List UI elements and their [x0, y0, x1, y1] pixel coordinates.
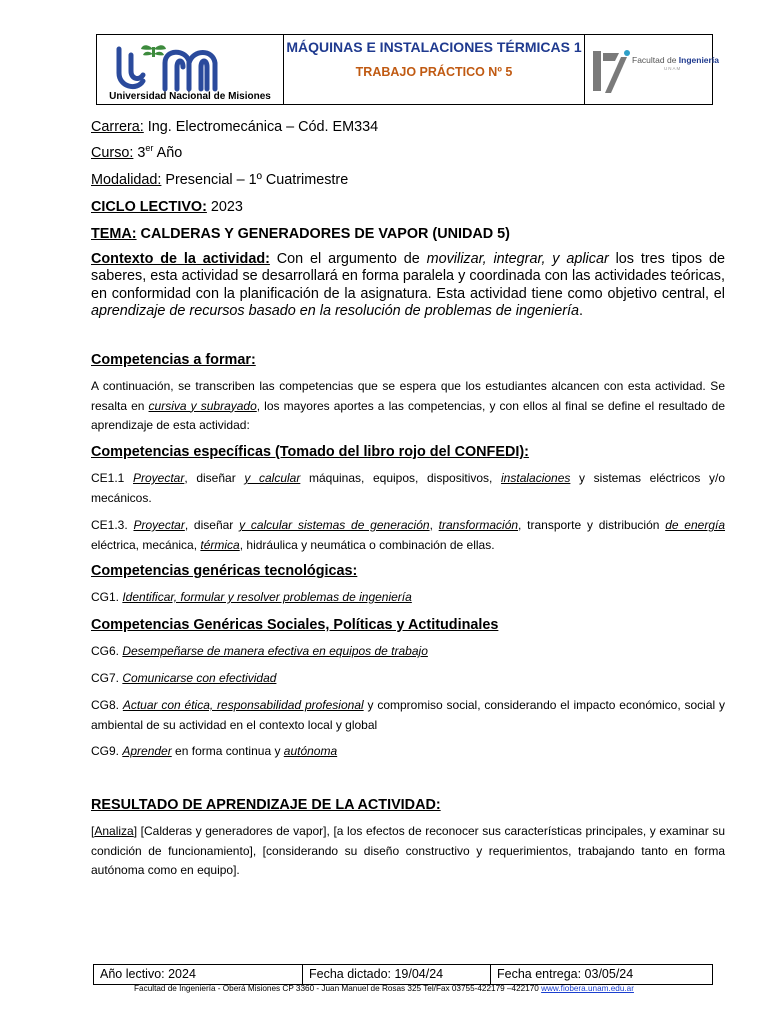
curso-line	[91, 145, 725, 162]
cg7-code: CG7.	[91, 671, 123, 685]
intro-text: , los mayores aportes a las competencias, y con ellos al final se define el resultado de aprendizaje de esta actividad:	[91, 398, 725, 432]
footer-anio: Año lectivo: 2024	[94, 965, 303, 984]
contexto-paragraph	[91, 251, 725, 321]
ce11-item	[91, 469, 725, 508]
cg7-highlight: Comunicarse con efectividad	[122, 671, 277, 685]
genericas-tec-heading: Competencias genéricas tecnológicas:	[91, 563, 358, 579]
modalidad-label: Modalidad:	[91, 172, 162, 188]
faculty-logo-label: Facultad de Ingeniería	[632, 55, 719, 65]
resultado-text	[91, 822, 725, 881]
tema-label: TEMA:	[91, 226, 137, 242]
cg9-code: CG9.	[91, 744, 123, 758]
contexto-italic: movilizar, integrar, y aplicar	[426, 251, 609, 267]
ce13-text: eléctrica, mecánica,	[91, 537, 201, 552]
carrera-label: Carrera:	[91, 119, 144, 135]
modalidad-line	[91, 172, 725, 189]
carrera-value: Ing. Electromecánica – Cód. EM334	[143, 119, 379, 135]
competencias-intro	[91, 377, 725, 436]
cg9-item	[91, 742, 725, 762]
ce11-highlight: y calcular	[244, 471, 301, 485]
ce13-highlight: transformación	[438, 518, 519, 532]
contexto-label: Contexto de la actividad:	[91, 251, 270, 267]
tema-value: CALDERAS Y GENERADORES DE VAPOR (UNIDAD 5)	[136, 226, 510, 242]
ce11-text: , diseñar	[184, 471, 245, 485]
curso-label: Curso:	[91, 145, 134, 161]
cg1-code: CG1.	[91, 590, 123, 604]
cg1-item	[91, 588, 725, 608]
cg9-highlight: autónoma	[283, 744, 338, 758]
resultado-heading: RESULTADO DE APRENDIZAJE DE LA ACTIVIDAD:	[91, 797, 441, 813]
faculty-logo-text	[632, 55, 719, 65]
cg1-highlight: Identificar, formular y resolver problemas de ingeniería	[122, 590, 412, 604]
curso-sup: er	[145, 143, 154, 154]
ce11-highlight: instalaciones	[501, 471, 571, 485]
ce13-text: ,	[429, 518, 439, 532]
cg7-item	[91, 669, 725, 689]
resultado-bracket: [	[91, 824, 95, 838]
ce11-code: CE1.1	[91, 471, 133, 485]
contexto-text: los tres tipos de saberes, esta actividad se desarrollará en forma paralela y coordinada con las actividades teóricas, en conformidad con la planificación de la asignatura. Esta actividad tiene como objetivo central, el	[91, 251, 725, 302]
unam-logo-icon	[109, 41, 273, 97]
course-title-cell	[284, 35, 585, 104]
cg9-highlight: Aprender	[122, 744, 172, 758]
ce13-text: , hidráulica y neumática o combinación de ellas.	[239, 537, 495, 552]
ce13-item	[91, 516, 725, 555]
footer-entrega: Fecha entrega: 03/05/24	[497, 967, 634, 981]
ce13-text: , diseñar	[184, 518, 240, 532]
resultado-verb: Analiza	[94, 824, 134, 838]
ce13-highlight: térmica	[200, 537, 240, 552]
especificas-heading: Competencias específicas (Tomado del libro rojo del CONFEDI):	[91, 444, 529, 460]
curso-value: 3	[133, 145, 146, 161]
cg6-highlight: Desempeñarse de manera efectiva en equipos de trabajo	[122, 644, 428, 658]
contexto-italic: aprendizaje de recursos basado en la resolución de problemas de ingeniería	[91, 303, 579, 320]
contexto-text: Con el argumento de	[269, 251, 427, 267]
competencias-heading: Competencias a formar:	[91, 352, 256, 368]
intro-text: A continuación, se transcriben las competencias que se espera que los estudiantes alcancen con esta actividad. Se resalta en	[91, 379, 725, 413]
ce11-highlight: Proyectar	[133, 471, 185, 485]
tema-line	[91, 226, 725, 243]
faculty-logo-icon	[591, 49, 631, 95]
genericas-soc-heading: Competencias Genéricas Sociales, Políticas y Actitudinales	[91, 617, 499, 633]
course-title: MÁQUINAS E INSTALACIONES TÉRMICAS 1	[286, 39, 582, 55]
curso-rest: Año	[153, 145, 183, 161]
university-logo-cell	[97, 35, 284, 104]
ce13-text: , transporte y distribución	[518, 518, 666, 532]
cg8-highlight: Actuar con ética, responsabilidad profesional	[122, 698, 364, 712]
document-header	[96, 34, 719, 105]
ce13-code: CE1.3.	[91, 518, 134, 532]
ce11-text: y sistemas eléctricos y/o mecánicos.	[91, 471, 726, 505]
ce13-highlight: de energía	[665, 518, 726, 532]
faculty-logo-sub: UNAM	[664, 66, 682, 71]
cg8-text: y compromiso social, considerando el impacto económico, social y ambiental de su actividad en el contexto local y global	[91, 698, 726, 732]
faculty-website-link[interactable]: www.fiobera.unam.edu.ar	[541, 984, 634, 993]
cg6-item	[91, 642, 725, 662]
cg6-code: CG6.	[91, 644, 123, 658]
footer-address	[0, 984, 768, 993]
ce11-text: máquinas, equipos, dispositivos,	[300, 471, 502, 485]
carrera-line	[91, 119, 725, 136]
cg9-text: en forma continua y	[171, 744, 284, 758]
ce13-highlight: y calcular sistemas de generación	[239, 518, 430, 532]
cg8-item	[91, 696, 725, 735]
footer-table	[93, 964, 713, 985]
university-name: Universidad Nacional de Misiones	[109, 91, 271, 102]
intro-highlight: cursiva y subrayado	[148, 398, 257, 413]
assignment-title: TRABAJO PRÁCTICO Nº 5	[355, 65, 513, 79]
address-text: Facultad de Ingeniería - Oberá Misiones CP 3360 - Juan Manuel de Rosas 325 Tel/Fax 03755-422179 –422170	[134, 984, 542, 993]
faculty-logo-cell	[585, 35, 719, 104]
contexto-text: .	[579, 303, 583, 320]
ciclo-label: CICLO LECTIVO:	[91, 199, 207, 215]
ciclo-value: 2023	[206, 199, 243, 215]
ce13-highlight: Proyectar	[133, 518, 185, 532]
footer-dictado: Fecha dictado: 19/04/24	[303, 965, 491, 984]
ciclo-line	[91, 199, 725, 216]
modalidad-value: Presencial – 1º Cuatrimestre	[161, 172, 349, 188]
resultado-body: ] [Calderas y generadores de vapor], [a los efectos de reconocer sus características principales, y examinar su condición de funcionamiento], [considerando su diseño constructivo y requerimientos, trabajando tanto en forma autónoma como en equipo].	[91, 824, 725, 877]
cg8-code: CG8.	[91, 698, 123, 712]
faculty-logo-emph: Ingeniería	[678, 55, 719, 65]
